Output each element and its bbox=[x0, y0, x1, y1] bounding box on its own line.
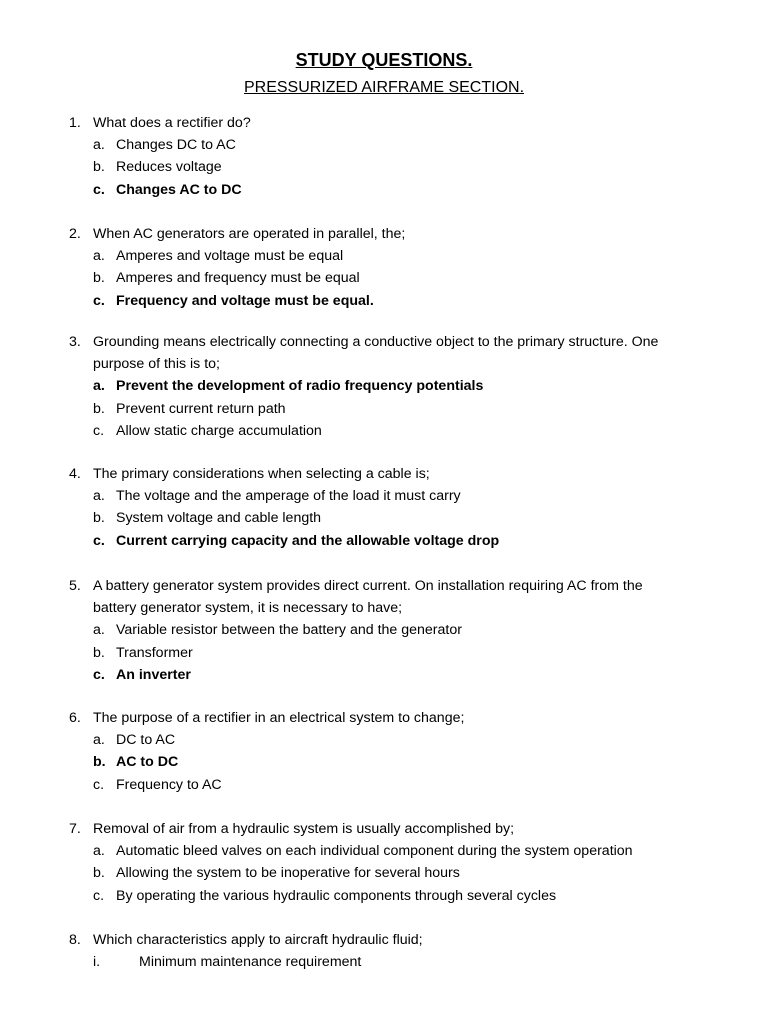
option-text: Changes DC to AC bbox=[116, 137, 236, 154]
question-text: Removal of air from a hydraulic system is usually accomplished by; bbox=[93, 821, 515, 837]
option-a bbox=[0, 619, 768, 641]
option-text: DC to AC bbox=[116, 732, 176, 749]
question-text: The primary considerations when selecting a cable is; bbox=[93, 466, 430, 482]
option-a bbox=[0, 729, 768, 751]
question-8 bbox=[0, 929, 768, 973]
question-2 bbox=[0, 223, 768, 312]
option-letter: a. bbox=[93, 248, 105, 265]
question-text: The purpose of a rectifier in an electrical system to change; bbox=[93, 710, 465, 726]
option-letter: c. bbox=[93, 666, 105, 683]
option-letter: b. bbox=[93, 400, 105, 417]
option-b bbox=[0, 267, 768, 289]
option-text: Prevent current return path bbox=[116, 400, 286, 417]
option-b-answer bbox=[0, 751, 768, 773]
option-text: Automatic bleed valves on each individual component during the system operation bbox=[116, 843, 633, 860]
option-text: Allowing the system to be inoperative for several hours bbox=[116, 865, 460, 882]
option-c bbox=[0, 774, 768, 796]
option-b bbox=[0, 398, 768, 420]
option-text: Variable resistor between the battery and the generator bbox=[116, 622, 462, 639]
document-title: STUDY QUESTIONS. bbox=[295, 50, 473, 70]
question-4 bbox=[0, 463, 768, 552]
option-letter: b. bbox=[93, 270, 105, 287]
option-text: Allow static charge accumulation bbox=[116, 422, 322, 439]
option-a bbox=[0, 134, 768, 156]
option-text: Frequency and voltage must be equal. bbox=[116, 292, 374, 309]
option-text: Amperes and frequency must be equal bbox=[116, 270, 360, 287]
option-b bbox=[0, 156, 768, 178]
question-number: 4. bbox=[69, 466, 81, 482]
option-letter: c. bbox=[93, 532, 105, 549]
question-number: 2. bbox=[69, 226, 81, 242]
option-letter: a. bbox=[93, 488, 105, 505]
question-number: 8. bbox=[69, 932, 81, 948]
option-letter: a. bbox=[93, 622, 105, 639]
option-b bbox=[0, 642, 768, 664]
question-number: 7. bbox=[69, 821, 81, 837]
option-a bbox=[0, 840, 768, 862]
option-text: The voltage and the amperage of the load it must carry bbox=[116, 488, 461, 505]
option-letter: b. bbox=[93, 159, 105, 176]
option-letter: b. bbox=[93, 510, 105, 527]
question-text-continued: purpose of this is to; bbox=[93, 356, 220, 373]
option-c bbox=[0, 420, 768, 442]
option-a-answer bbox=[0, 375, 768, 397]
option-letter: b. bbox=[93, 644, 105, 661]
option-c-answer bbox=[0, 290, 768, 312]
option-c-answer bbox=[0, 664, 768, 686]
document-subtitle: PRESSURIZED AIRFRAME SECTION. bbox=[243, 79, 525, 96]
question-text: Which characteristics apply to aircraft hydraulic fluid; bbox=[93, 932, 423, 948]
option-text: Amperes and voltage must be equal bbox=[116, 248, 344, 265]
option-letter: a. bbox=[93, 843, 105, 860]
question-number: 1. bbox=[69, 115, 81, 131]
question-1 bbox=[0, 112, 768, 201]
question-number: 3. bbox=[69, 334, 81, 350]
question-number: 6. bbox=[69, 710, 81, 726]
option-text: Reduces voltage bbox=[116, 159, 222, 176]
option-letter: c. bbox=[93, 887, 105, 904]
question-number: 5. bbox=[69, 578, 81, 594]
option-letter: a. bbox=[93, 378, 105, 395]
option-c-answer bbox=[0, 530, 768, 552]
option-i bbox=[0, 951, 768, 973]
option-letter: a. bbox=[93, 137, 105, 154]
option-text: By operating the various hydraulic components through several cycles bbox=[116, 887, 557, 904]
option-text: Current carrying capacity and the allowable voltage drop bbox=[116, 532, 500, 549]
option-text: Transformer bbox=[116, 644, 193, 661]
option-b bbox=[0, 862, 768, 884]
option-letter: c. bbox=[93, 422, 105, 439]
question-text: When AC generators are operated in parallel, the; bbox=[93, 226, 406, 242]
option-letter: c. bbox=[93, 776, 105, 793]
option-text: AC to DC bbox=[116, 754, 179, 771]
option-text: Frequency to AC bbox=[116, 776, 222, 793]
question-text: Grounding means electrically connecting a conductive object to the primary structure. One bbox=[93, 334, 659, 350]
option-letter: b. bbox=[93, 865, 105, 882]
option-text: An inverter bbox=[116, 666, 191, 683]
option-b bbox=[0, 507, 768, 529]
option-text: Prevent the development of radio frequency potentials bbox=[116, 378, 484, 395]
option-letter: a. bbox=[93, 732, 105, 749]
question-text-continued: battery generator system, it is necessary to have; bbox=[93, 600, 403, 617]
option-letter: c. bbox=[93, 181, 105, 198]
option-a bbox=[0, 485, 768, 507]
option-c bbox=[0, 885, 768, 907]
option-numeral: i. bbox=[93, 954, 101, 971]
option-a bbox=[0, 245, 768, 267]
option-c-answer bbox=[0, 179, 768, 201]
option-text: Minimum maintenance requirement bbox=[139, 954, 362, 971]
option-letter: b. bbox=[93, 754, 106, 771]
question-5 bbox=[0, 575, 768, 686]
question-7 bbox=[0, 818, 768, 907]
question-text: What does a rectifier do? bbox=[93, 115, 251, 131]
option-text: System voltage and cable length bbox=[116, 510, 322, 527]
question-3 bbox=[0, 331, 768, 442]
question-text: A battery generator system provides direct current. On installation requiring AC from the bbox=[93, 578, 643, 594]
option-text: Changes AC to DC bbox=[116, 181, 242, 198]
option-letter: c. bbox=[93, 292, 105, 309]
question-6 bbox=[0, 707, 768, 796]
